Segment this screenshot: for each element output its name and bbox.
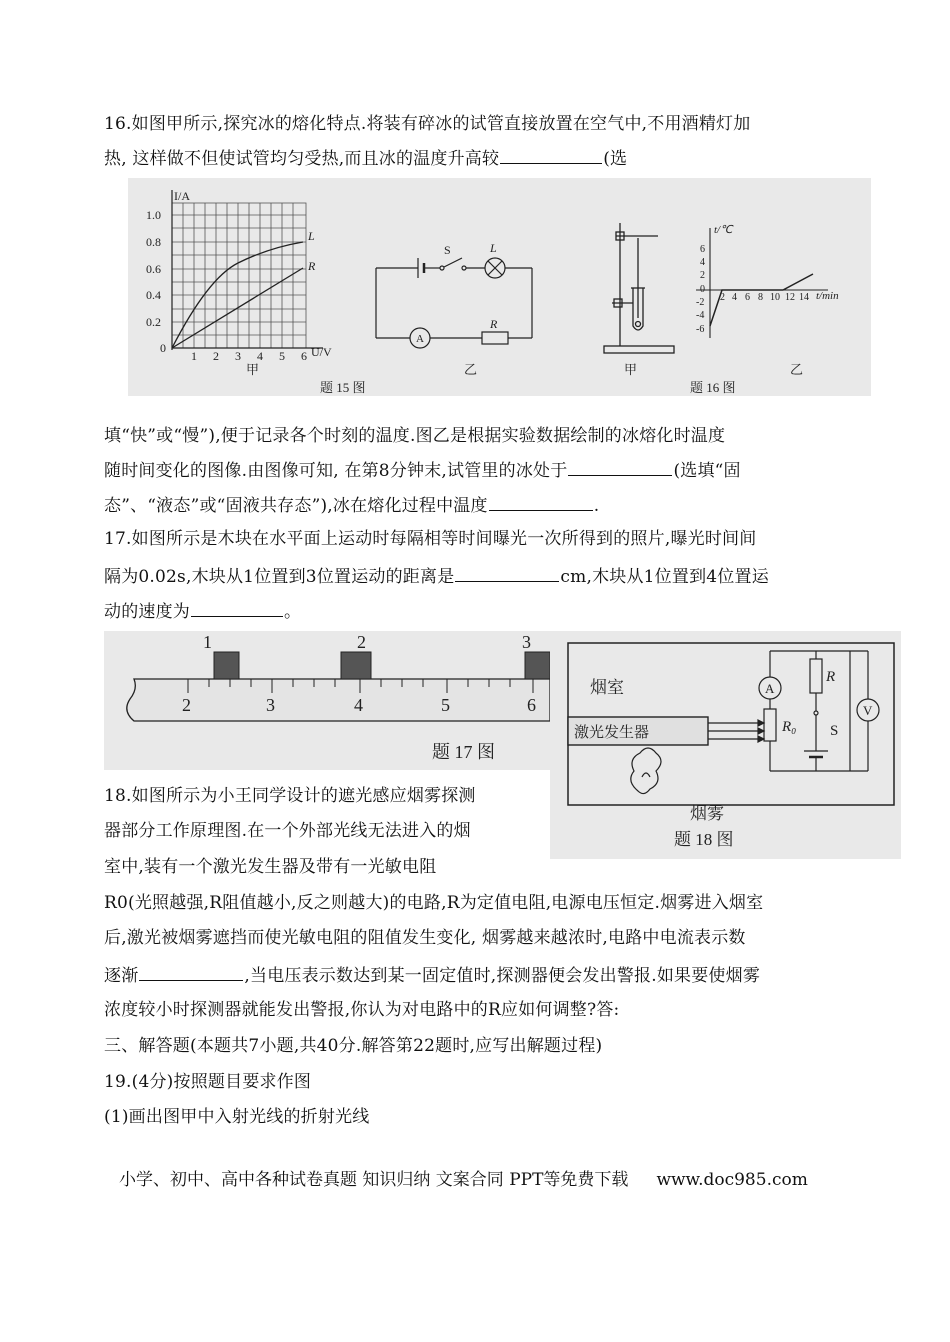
circuit-diagram [376, 258, 532, 348]
ruler-number: 2 [182, 695, 191, 715]
x-tick: 4 [257, 349, 263, 363]
switch-label: S [444, 243, 451, 257]
time-tick: 6 [745, 292, 750, 303]
q16-line5 [104, 494, 599, 516]
q16-line2-end: (选 [603, 149, 628, 169]
ruler-number: 3 [266, 695, 275, 715]
page-footer [119, 1170, 808, 1190]
figure-17 [104, 631, 550, 770]
q18-line6-end: ,当电压表示数达到某一固定值时,探测器便会发出警报.如果要使烟雾 [244, 966, 761, 986]
q17-line3-end: 。 [284, 602, 302, 622]
x-tick: 3 [235, 349, 241, 363]
q16-line5-end: . [593, 496, 600, 516]
time-tick: 12 [785, 292, 795, 303]
time-tick: 2 [720, 292, 725, 303]
y-tick: 0.4 [146, 288, 161, 302]
temp-graph [696, 224, 839, 338]
block-label: 2 [357, 632, 366, 652]
temp-tick: 2 [700, 270, 705, 281]
x-tick: 5 [279, 349, 285, 363]
block-label: 3 [522, 632, 531, 652]
q18-line4: R0(光照越强,R阻值越小,反之则越大)的电路,R为定值电阻,电源电压恒定.烟雾进入烟室 [104, 893, 764, 913]
q18-line1: 18.如图所示为小王同学设计的遮光感应烟雾探测 [104, 786, 476, 806]
q17-line3 [104, 600, 301, 622]
room-label: 烟室 [590, 678, 624, 698]
temp-sub-yi: 乙 [790, 362, 804, 377]
caption-15: 题 15 图 [320, 380, 366, 395]
q18-line6-text: 逐渐 [104, 966, 139, 986]
x-tick: 1 [191, 349, 197, 363]
iu-graph [146, 189, 332, 377]
answer-blank-state[interactable] [568, 459, 672, 476]
time-tick: 4 [732, 292, 737, 303]
answer-blank-speed[interactable] [500, 147, 602, 164]
q17-line2-end: cm,木块从1位置到4位置运 [560, 567, 769, 587]
answer-blank-temperature[interactable] [489, 494, 593, 511]
x-tick: 2 [213, 349, 219, 363]
switch-s-label: S [830, 723, 839, 739]
laser-label: 激光发生器 [574, 723, 650, 741]
y-tick: 0.6 [146, 262, 161, 276]
ammeter-label-18: A [765, 681, 775, 696]
q16-line2 [104, 147, 627, 169]
graph-x-label: U/V [311, 345, 332, 359]
caption-17: 题 17 图 [432, 742, 495, 762]
footer-url[interactable]: www.doc985.com [656, 1170, 808, 1190]
stand-sub-jia: 甲 [624, 362, 638, 377]
time-tick: 10 [770, 292, 780, 303]
block-label: 1 [203, 632, 212, 652]
temp-tick: -2 [696, 297, 705, 308]
temp-tick: 0 [700, 284, 705, 295]
caption-16: 题 16 图 [690, 380, 736, 395]
curve-r-label: R [308, 259, 316, 273]
time-axis-label: t/min [816, 290, 839, 302]
answer-blank-speed-value[interactable] [191, 600, 283, 617]
ruler-number: 6 [527, 695, 536, 715]
iron-stand [604, 223, 674, 353]
q16-line2-text: 热, 这样做不但使试管均匀受热,而且冰的温度升高较 [104, 149, 500, 169]
r0-label: R₀ [782, 719, 797, 735]
q18-line6 [104, 964, 760, 986]
q17-line2-text: 隔为0.02s,木块从1位置到3位置运动的距离是 [104, 567, 455, 587]
temp-tick: 4 [700, 257, 705, 268]
q16-line4-end: (选填“固 [673, 461, 741, 481]
q17-line3-text: 动的速度为 [104, 602, 190, 622]
q18-line2: 器部分工作原理图.在一个外部光线无法进入的烟 [104, 821, 471, 841]
q18-line5: 后,激光被烟雾遮挡而使光敏电阻的阻值发生变化, 烟雾越来越浓时,电路中电流表示数 [104, 928, 746, 948]
x-tick: 6 [301, 349, 307, 363]
figure-15-16 [128, 178, 871, 396]
temp-tick: -4 [696, 310, 705, 321]
caption-18: 题 18 图 [674, 830, 734, 849]
resistor-label: R [490, 317, 498, 331]
temp-tick: -6 [696, 324, 705, 335]
ruler-number: 5 [441, 695, 450, 715]
q16-line4-text: 随时间变化的图像.由图像可知, 在第8分钟末,试管里的冰处于 [104, 461, 568, 481]
smoke-label: 烟雾 [690, 804, 724, 824]
q17-line1: 17.如图所示是木块在水平面上运动时每隔相等时间曝光一次所得到的照片,曝光时间间 [104, 529, 757, 549]
q18-line7: 浓度较小时探测器就能发出警报,你认为对电路中的R应如何调整?答: [104, 1000, 620, 1020]
time-tick: 14 [799, 292, 809, 303]
circuit-sub-yi: 乙 [464, 362, 478, 377]
section-3-heading: 三、解答题(本题共7小题,共40分.解答第22题时,应写出解题过程) [104, 1036, 603, 1056]
temp-tick: 6 [700, 244, 705, 255]
answer-blank-distance[interactable] [455, 565, 559, 582]
answer-blank-current[interactable] [139, 964, 243, 981]
temp-axis-label: t/℃ [714, 224, 733, 236]
q16-line4 [104, 459, 741, 481]
figure-18 [550, 631, 901, 859]
voltmeter-label: V [863, 703, 873, 718]
ammeter-label: A [416, 333, 424, 345]
y-tick: 0.8 [146, 235, 161, 249]
q18-line3: 室中,装有一个激光发生器及带有一光敏电阻 [104, 857, 437, 877]
graph-sub-jia: 甲 [246, 362, 260, 377]
q19-title: 19.(4分)按照题目要求作图 [104, 1072, 312, 1092]
graph-y-label: I/A [174, 189, 190, 203]
curve-l-label: L [308, 229, 315, 243]
ruler-number: 4 [354, 695, 363, 715]
footer-text: 小学、初中、高中各种试卷真题 知识归纳 文案合同 PPT等免费下载 [119, 1170, 629, 1190]
lamp-label: L [490, 241, 497, 255]
q16-line5-text: 态”、“液态”或“固液共存态”),冰在熔化过程中温度 [104, 496, 488, 516]
q17-line2 [104, 565, 769, 587]
y-tick: 1.0 [146, 208, 161, 222]
q16-line3: 填“快”或“慢”),便于记录各个时刻的温度.图乙是根据实验数据绘制的冰熔化时温度 [104, 426, 726, 446]
resistor-r-label: R [826, 669, 836, 685]
y-tick: 0 [160, 341, 166, 355]
q16-line1: 16.如图甲所示,探究冰的熔化特点.将装有碎冰的试管直接放置在空气中,不用酒精灯加 [104, 114, 751, 134]
y-tick: 0.2 [146, 315, 161, 329]
time-tick: 8 [758, 292, 763, 303]
q19-part1: (1)画出图甲中入射光线的折射光线 [104, 1107, 370, 1127]
